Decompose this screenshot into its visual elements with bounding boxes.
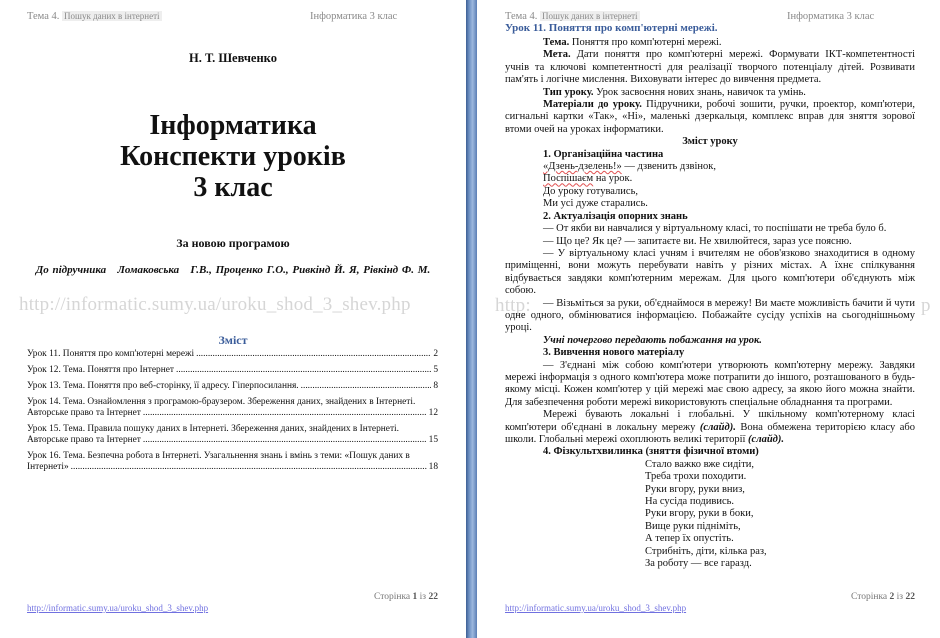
toc-title: Зміст [218, 333, 248, 347]
of-word: із [896, 592, 904, 602]
title-line: Конспекти уроків [120, 141, 346, 172]
page-word: Сторінка [374, 592, 411, 602]
total-pages: 22 [905, 592, 915, 602]
type-paragraph [505, 87, 915, 99]
toc-entry-text: Урок 13. Тема. Поняття про веб-сторінку, її адресу. Гіперпосилання. ..... [27, 381, 431, 392]
page-word: Сторінка [851, 592, 888, 602]
toc-entry[interactable] [27, 381, 438, 392]
paragraph: — Візьміться за руки, об'єднаймося в мережу! Ви маєте можливість бачити й чути одне одного, обмінюватися інформацією. Побажайте сусіду успіхів на сьогоднішньому уроці. [505, 297, 915, 334]
table-of-contents [27, 349, 438, 478]
title-line: Інформатика [149, 110, 317, 141]
toc-entry-text: Урок 16. Тема. Безпечна робота в Інтернеті. Узагальнення знань і вмінь з теми: «Пошук даних в Інтернеті» ..... [27, 451, 427, 473]
page-header-topic [505, 11, 640, 22]
slide-note: (слайд). [699, 421, 736, 433]
footer-link[interactable]: http://informatic.sumy.ua/uroku_shod_3_shev.php [505, 603, 687, 613]
toc-entry-text: Урок 14. Тема. Ознайомлення з програмою-браузером. Збереження даних, знайдених в Інтернеті. Авторське право та Інтернет ..... [27, 397, 427, 419]
header-subject: Інформатика 3 клас [787, 11, 875, 22]
poem-line: За роботу — все гаразд. [645, 558, 752, 570]
paragraph-text: Вона обмежена територією класу або школи. Глобальні мережі охоплюють великі території [505, 421, 915, 445]
total-pages: 22 [428, 592, 438, 602]
rhyme-text: — дзвенить дзвінок, [621, 161, 716, 173]
goal-label: Мета. [543, 49, 571, 61]
section-heading: 3. Вивчення нового матеріалу [543, 347, 685, 359]
section-heading: 2. Актуалізація опорних знань [543, 210, 688, 222]
poem-line: Стрибніть, діти, кілька раз, [645, 545, 767, 557]
subtitle: За новою програмою [176, 236, 290, 250]
rhyme-text: на урок. [593, 173, 633, 185]
rhyme-line [505, 173, 915, 185]
type-text: Урок засвоєння нових знань, навичок та умінь. [593, 86, 806, 98]
poem-line: А тепер їх опустіть. [645, 533, 734, 545]
theme-label: Тема. [543, 37, 570, 48]
page-header-topic [27, 11, 162, 22]
textbook-text: До підручника Ломаковська Г.В., Проценко Г.О., Ривкінд Й. Я, Рівкінд Ф. М. [35, 264, 431, 276]
paragraph: — От якби ви навчалися у віртуальному класі, то поспішати не треба було б. [543, 223, 887, 235]
author: Н. Т. Шевченко [189, 51, 277, 65]
toc-entry-page: 2 [433, 349, 438, 359]
paragraph: — У віртуальному класі учням і вчителям не обов'язково знаходитися в одному приміщенні, вони можуть перебувати навіть у різних містах. А їхнє спілкування відбувається завдяки комп'ютерним мережам. Для цього комп'ютери об'єднують між собою. [505, 247, 915, 297]
type-label: Тип уроку. [543, 86, 594, 98]
section-heading: 1. Організаційна частина [543, 148, 664, 160]
header-topic-prefix: Тема 4. [505, 11, 538, 22]
rhyme-word: «Дзень-дзелень!» [543, 161, 622, 173]
of-word: із [419, 592, 427, 602]
title-line: 3 клас [193, 172, 273, 203]
materials-paragraph [505, 99, 915, 136]
rhyme-line: До уроку готувались, [543, 185, 638, 197]
document-page-2 [477, 0, 940, 638]
poem-line: Руки вгору, руки вниз, [645, 483, 745, 495]
poem-line: Вище руки підніміть, [645, 520, 741, 532]
textbook-authors [0, 264, 466, 276]
theme-paragraph [505, 37, 915, 49]
lesson-body [505, 37, 915, 570]
page-number [851, 592, 915, 602]
toc-entry-page: 5 [433, 365, 438, 375]
lesson-title: Урок 11. Поняття про комп'ютерні мережі. [505, 22, 718, 34]
page-separator [466, 0, 477, 638]
poem-line: Треба трохи походити. [645, 471, 747, 483]
goal-paragraph [505, 49, 915, 86]
document-page-1 [0, 0, 466, 638]
current-page: 2 [889, 592, 895, 602]
poem [505, 459, 915, 571]
toc-entry-page: 8 [433, 381, 438, 391]
toc-entry-page: 12 [428, 408, 438, 418]
toc-entry-text: Урок 11. Поняття про комп'ютерні мережі ..... [27, 349, 431, 360]
rhyme-line: Ми усі дуже старались. [543, 198, 648, 210]
paragraph: — Що це? Як це? — запитаєте ви. Не хвилюйтеся, зараз усе поясню. [543, 235, 852, 247]
toc-entry[interactable] [27, 349, 438, 360]
page-number [374, 592, 438, 602]
toc-entry[interactable] [27, 397, 438, 419]
toc-entry[interactable] [27, 365, 438, 376]
toc-entry-page: 18 [428, 462, 438, 472]
poem-line: На сусіда подивись. [645, 496, 735, 508]
rhyme-word: Поспішаєм [543, 173, 594, 185]
content-heading: Зміст уроку [682, 136, 738, 148]
footer-link[interactable]: http://informatic.sumy.ua/uroku_shod_3_shev.php [27, 603, 209, 613]
italic-note: Учні почергово передають побажання на урок. [543, 334, 762, 346]
toc-entry[interactable] [27, 451, 438, 473]
poem-line: Стало важко вже сидіти, [645, 458, 755, 470]
header-subject: Інформатика 3 клас [310, 11, 398, 22]
rhyme-line [505, 161, 915, 173]
toc-entry[interactable] [27, 424, 438, 446]
toc-entry-text: Урок 15. Тема. Правила пошуку даних в Інтернеті. Збереження даних, знайдених в Інтернеті. Авторське право та Інтернет ..... [27, 424, 427, 446]
materials-label: Матеріали до уроку. [543, 99, 642, 111]
section-heading: 4. Фізкультхвилинка (зняття фізичної втоми) [543, 446, 759, 458]
paragraph: — З'єднані між собою комп'ютери утворюють комп'ютерну мережу. Завдяки мережі інформація з одного комп'ютера може потрапити до іншого, розташованого в будь-якому місці. Кожен комп'ютер у цій мережі має свою адресу, за якою його можна знайти. Для забезпечення роботи мережі використовують спеціальне обладнання та програми. [505, 359, 915, 408]
header-topic-field: Пошук даних в інтернеті [542, 11, 638, 21]
current-page: 1 [412, 592, 418, 602]
toc-entry-text: Урок 12. Тема. Поняття про Інтернет ..... [27, 365, 431, 376]
goal-text: Дати поняття про комп'ютерні мережі. Формувати ІКТ-компетентності учнів та ключові компетентності для реалізації творчого потенціалу дітей. Розвивати пам'ять і логічне мислення. Виховувати інтерес до вивчення предмета. [505, 49, 915, 86]
header-topic-field: Пошук даних в інтернеті [64, 11, 160, 21]
watermark: http://informatic.sumy.ua/uroku_shod_3_shev.php [19, 294, 411, 315]
header-topic-prefix: Тема 4. [27, 11, 60, 22]
slide-note: (слайд). [748, 434, 784, 445]
watermark-fragment-right: p [921, 295, 931, 316]
toc-entry-page: 15 [428, 435, 438, 445]
watermark-fragment-left: http: [495, 295, 531, 316]
paragraph-text: Мережі бувають локальні і глобальні. У шкільному комп'ютерному класі комп'ютери об'єднані в локальну мережу [505, 409, 915, 433]
document-title [0, 110, 466, 203]
poem-line: Руки вгору, руки в боки, [645, 508, 754, 520]
paragraph [505, 409, 915, 446]
materials-text: Підручники, робочі зошити, ручки, проектор, комп'ютери, сигнальні картки «Так», «Ні», маленькі дзеркальця, комплекс вправ для зняття зорової втоми очей на уроках інформатики. [505, 99, 915, 135]
theme-text: Поняття про комп'ютерні мережі. [569, 37, 722, 48]
